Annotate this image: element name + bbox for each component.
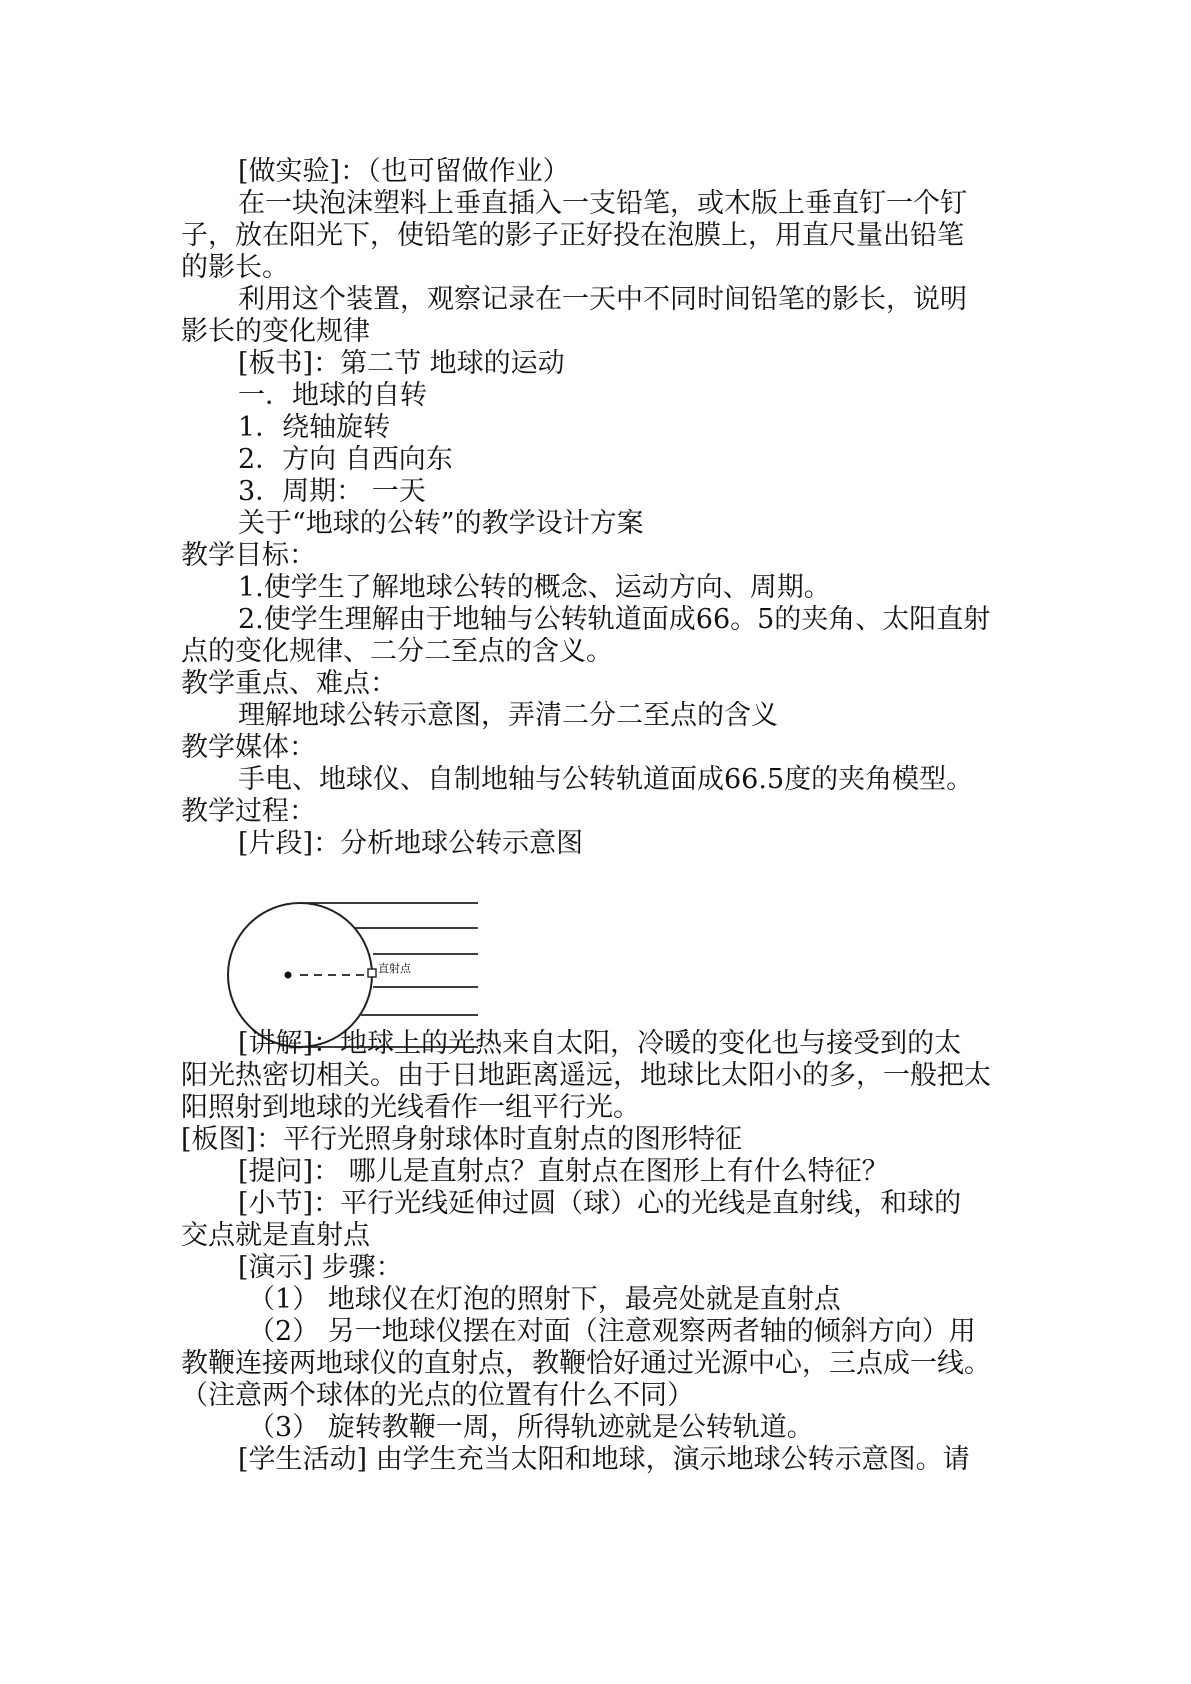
text-line: 交点就是直射点: [181, 1220, 370, 1251]
text-line: 手电、地球仪、自制地轴与公转轨道面成66.5度的夹角模型。: [238, 764, 974, 795]
text-line: [片段]：分析地球公转示意图: [238, 828, 584, 859]
text-line: 教学重点、难点：: [181, 668, 397, 699]
text-line: [学生活动] 由学生充当太阳和地球，演示地球公转示意图。请: [238, 1444, 970, 1475]
text-line: [板书]：第二节 地球的运动: [238, 348, 565, 379]
text-line: 教学目标：: [181, 540, 316, 571]
text-line: 1.使学生了解地球公转的概念、运动方向、周期。: [238, 572, 831, 603]
right-angle-mark: [368, 969, 376, 977]
text-line: [板图]：平行光照身射球体时直射点的图形特征: [181, 1124, 743, 1155]
text-line: （注意两个球体的光点的位置有什么不同）: [181, 1380, 694, 1411]
text-line: （3） 旋转教鞭一周，所得轨迹就是公转轨道。: [248, 1412, 814, 1443]
text-line: 教学过程：: [181, 796, 316, 827]
earth-center-dot: [285, 972, 292, 979]
text-line: 的影长。: [181, 252, 289, 283]
text-line: 关于“地球的公转”的教学设计方案: [238, 508, 644, 539]
text-line: 一．地球的自转: [238, 380, 427, 411]
text-line: 在一块泡沫塑料上垂直插入一支铅笔，或木版上垂直钉一个钉: [238, 188, 967, 219]
text-line: 点的变化规律、二分二至点的含义。: [181, 636, 613, 667]
text-line: [讲解]：地球上的光热来自太阳，冷暖的变化也与接受到的太: [238, 1028, 962, 1059]
text-line: [演示] 步骤：: [238, 1252, 403, 1283]
text-line: [提问]： 哪儿是直射点？直射点在图形上有什么特征？: [238, 1156, 889, 1187]
text-line: 2．方向 自西向东: [238, 444, 453, 475]
text-line: [做实验]：（也可留做作业）: [238, 156, 570, 187]
direct-point-label: 直射点: [378, 962, 411, 975]
text-line: 理解地球公转示意图，弄清二分二至点的含义: [238, 700, 778, 731]
text-line: 教鞭连接两地球仪的直射点，教鞭恰好通过光源中心，三点成一线。: [181, 1348, 991, 1379]
text-line: 1．绕轴旋转: [238, 412, 391, 443]
text-line: 教学媒体：: [181, 732, 316, 763]
text-line: 2.使学生理解由于地轴与公转轨道面成66。5的夹角、太阳直射: [238, 604, 991, 635]
text-line: 子，放在阳光下，使铅笔的影子正好投在泡膜上，用直尺量出铅笔: [181, 220, 964, 251]
text-line: 阳光热密切相关。由于日地距离遥远，地球比太阳小的多，一般把太: [181, 1060, 991, 1091]
text-line: 利用这个装置，观察记录在一天中不同时间铅笔的影长，说明: [238, 284, 967, 315]
text-line: 阳照射到地球的光线看作一组平行光。: [181, 1092, 640, 1123]
text-line: 影长的变化规律: [181, 316, 370, 347]
text-line: 3．周期： 一天: [238, 476, 426, 507]
text-line: （1） 地球仪在灯泡的照射下，最亮处就是直射点: [248, 1284, 841, 1315]
text-line: （2） 另一地球仪摆在对面（注意观察两者轴的倾斜方向）用: [248, 1316, 976, 1347]
text-line: [小节]：平行光线延伸过圆（球）心的光线是直射线，和球的: [238, 1188, 962, 1219]
